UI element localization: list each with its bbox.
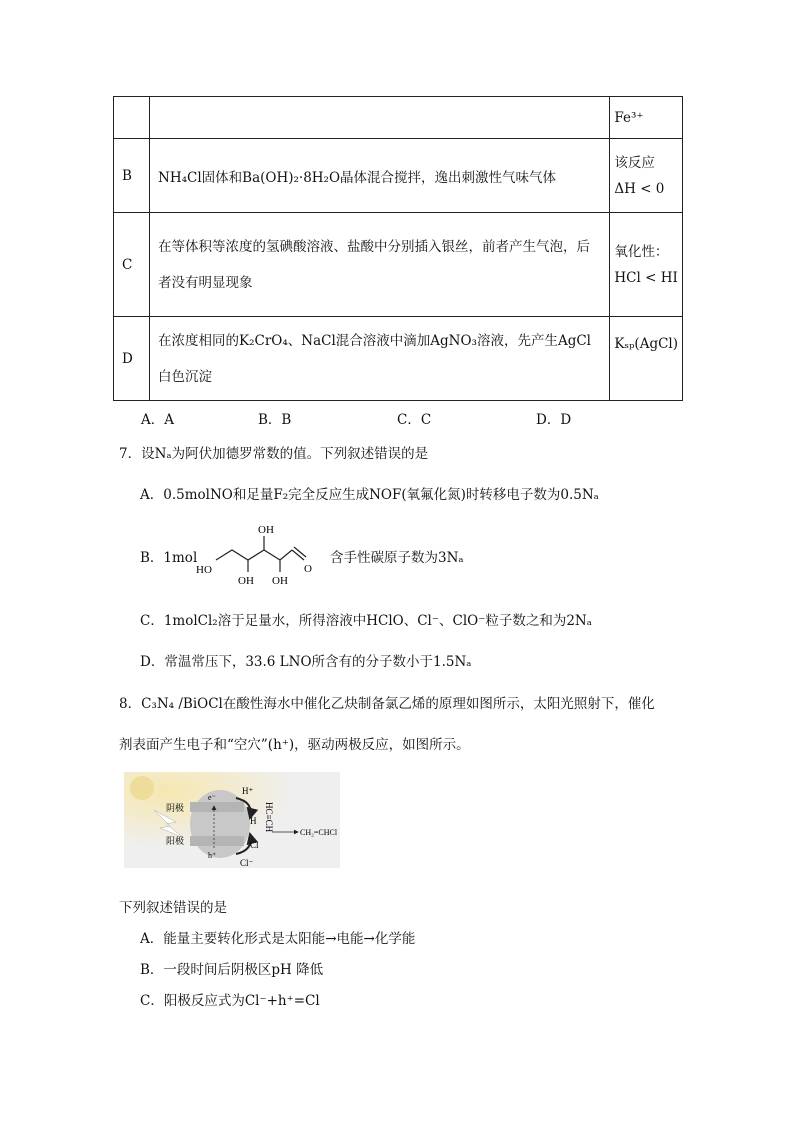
cathode-band — [190, 802, 244, 812]
carbonyl-bond — [292, 550, 304, 560]
result-line: 该反应 — [614, 154, 655, 171]
row-text-cell — [150, 317, 610, 401]
h-label: H — [250, 816, 257, 826]
q8-option-b[interactable]: B．一段时间后阴极区pH 降低 — [140, 962, 324, 978]
sun-icon — [130, 776, 154, 800]
q6-option-b[interactable]: B．B — [258, 412, 292, 428]
experiment-table — [113, 96, 683, 401]
cathode-label: 阴极 — [166, 804, 185, 814]
q6-option-c[interactable]: C．C — [397, 412, 432, 428]
oh-label-top: OH — [258, 524, 274, 536]
q8-sub-stem: 下列叙述错误的是 — [119, 900, 227, 916]
row-result-cell — [610, 97, 683, 139]
photocatalysis-svg — [124, 772, 340, 868]
row-label-cell: C — [114, 213, 150, 317]
carbon-chain — [216, 550, 292, 560]
q8-stem-line2: 剂表面产生电子和“空穴”(h⁺)，驱动两极反应，如图所示。 — [119, 737, 470, 753]
result-line: ΔH < 0 — [614, 180, 665, 197]
electron-label: e⁻ — [208, 793, 216, 802]
photocatalysis-diagram — [124, 772, 340, 868]
row-text: 在等体积等浓度的氢碘酸溶液、盐酸中分别插入银丝，前者产生气泡，后 — [158, 238, 590, 255]
oh-label-right: OH — [272, 575, 288, 587]
q6-option-a[interactable]: A．A — [141, 412, 174, 428]
row-label-cell: D — [114, 317, 150, 401]
cl-label: Cl — [250, 840, 259, 850]
result-text: Fe³⁺ — [614, 109, 644, 126]
result-line: 氧化性： — [614, 243, 669, 260]
hexose-structure-diagram — [192, 518, 342, 590]
q6-option-d[interactable]: D．D — [536, 412, 572, 428]
cl-minus-label: Cl⁻ — [240, 858, 254, 868]
anode-band — [190, 836, 244, 846]
anode-label: 阳极 — [166, 837, 185, 847]
row-label-cell — [114, 97, 150, 139]
row-text: 者没有明显现象 — [158, 274, 253, 291]
q7-option-b-prefix[interactable]: B．1mol — [140, 550, 198, 566]
h-plus-label: H⁺ — [242, 786, 254, 796]
result-line: HCl < HI — [614, 269, 678, 286]
oh-label-mid: OH — [238, 575, 254, 587]
row-result-cell — [610, 213, 683, 317]
table-row — [114, 213, 683, 317]
q7-option-c[interactable]: C．1molCl₂溶于足量水，所得溶液中HClO、Cl⁻、ClO⁻粒子数之和为2Nₐ — [140, 613, 592, 629]
row-result-cell — [610, 139, 683, 213]
row-text-cell — [150, 97, 610, 139]
row-text-cell — [150, 213, 610, 317]
o-label: O — [304, 563, 312, 575]
table-row — [114, 97, 683, 139]
result-line: Kₛₚ(AgCl) — [614, 336, 678, 352]
acetylene-label: HC≡CH — [264, 802, 274, 833]
hole-label: h⁺ — [208, 851, 217, 860]
product-label: CH₂=CHCl — [300, 828, 338, 837]
row-label-cell: B — [114, 139, 150, 213]
q7-option-d[interactable]: D．常温常压下，33.6 LNO所含有的分子数小于1.5Nₐ — [140, 654, 472, 670]
ho-label-left: HO — [196, 564, 212, 576]
row-text: 在浓度相同的K₂CrO₄、NaCl混合溶液中滴加AgNO₃溶液，先产生AgCl — [158, 332, 591, 349]
table-row — [114, 139, 683, 213]
q8-option-a[interactable]: A．能量主要转化形式是太阳能→电能→化学能 — [140, 931, 416, 947]
q8-option-c[interactable]: C．阳极反应式为Cl⁻+h⁺=Cl — [140, 993, 320, 1009]
row-text-cell — [150, 139, 610, 213]
q7-option-b-suffix[interactable]: 含手性碳原子数为3Nₐ — [330, 550, 464, 566]
q7-stem: 7．设Nₐ为阿伏加德罗常数的值。下列叙述错误的是 — [119, 446, 429, 462]
row-text: NH₄Cl固体和Ba(OH)₂·8H₂O晶体混合搅拌，逸出刺激性气味气体 — [158, 169, 557, 186]
table-row — [114, 317, 683, 401]
carbonyl-double-bond — [294, 547, 306, 557]
q8-stem-line1: 8．C₃N₄ /BiOCl在酸性海水中催化乙炔制备氯乙烯的原理如图所示，太阳光照射下，催化 — [119, 696, 655, 712]
row-result-cell — [610, 317, 683, 401]
q7-option-a[interactable]: A．0.5molNO和足量F₂完全反应生成NOF(氧氟化氮)时转移电子数为0.5Nₐ — [140, 487, 599, 503]
row-text: 白色沉淀 — [158, 368, 212, 385]
